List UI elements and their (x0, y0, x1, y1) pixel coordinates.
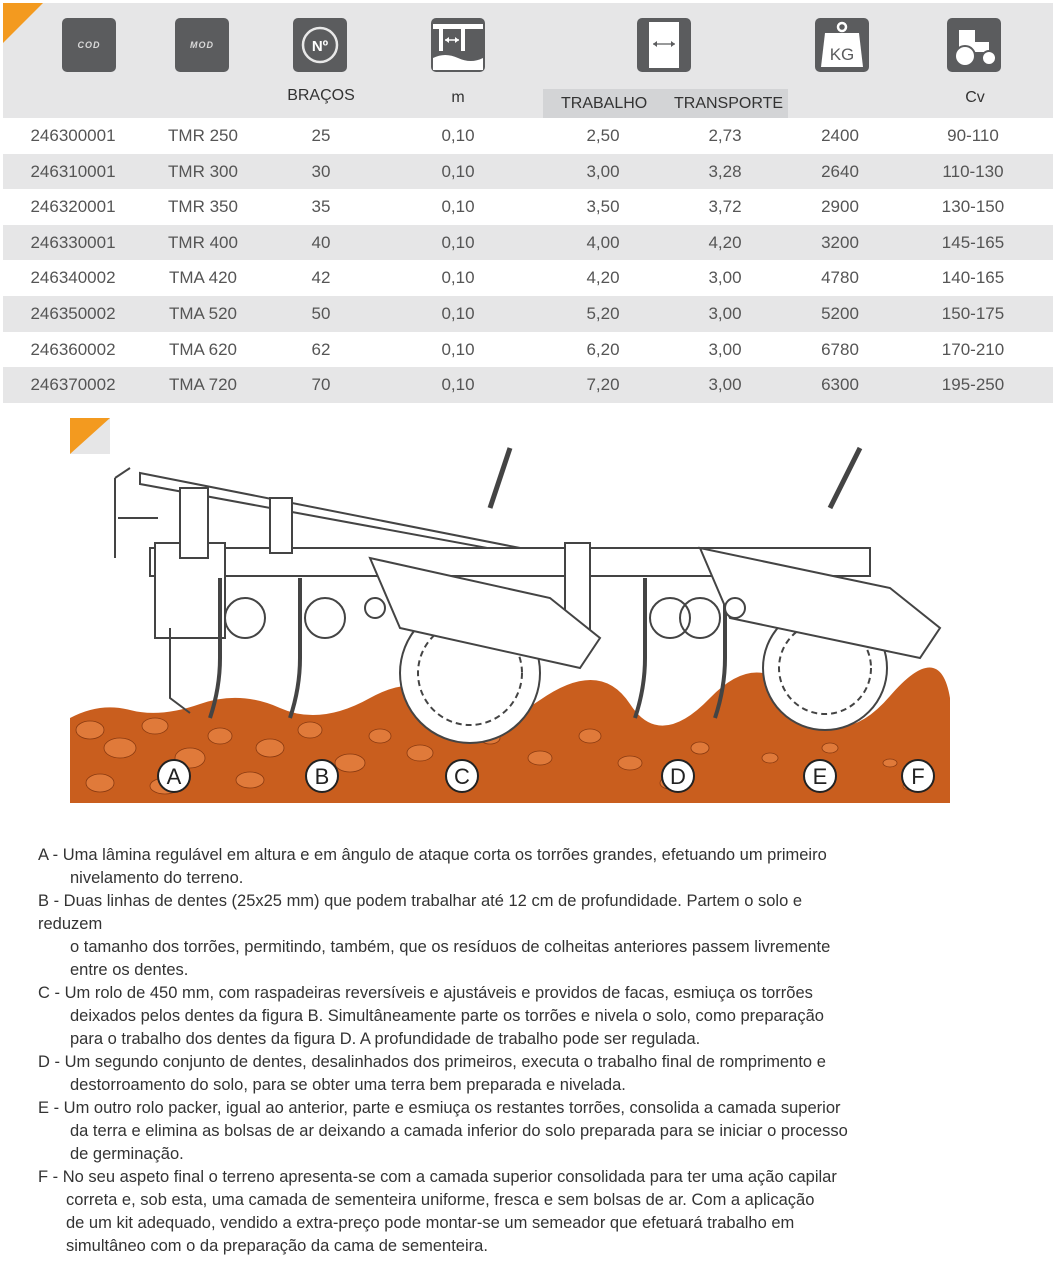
note-e-line-3: de germinação. (70, 1145, 184, 1163)
note-c-line-1: C - Um rolo de 450 mm, com raspadeiras reversíveis e ajustáveis e providos de facas, esmiuça os torrões (38, 984, 813, 1002)
cell-cv: 195-250 (941, 375, 1005, 395)
cell-trabalho: 3,00 (586, 161, 620, 181)
note-b-line-2: reduzem (38, 915, 103, 933)
note-d-line-2: destorroamento do solo, para se obter uma terra bem preparada e nivelada. (70, 1076, 626, 1094)
cell-transporte: 3,00 (708, 268, 742, 288)
cell-bracos: 62 (311, 339, 331, 359)
note-f-line-1: F - No seu aspeto final o terreno apresenta-se com a camada superior consolidada para ter uma ação capilar (38, 1168, 837, 1186)
cell-cod: 246330001 (30, 232, 116, 252)
cell-bracos: 42 (311, 268, 331, 288)
cell-kg: 2400 (821, 126, 859, 145)
cell-kg: 6780 (821, 339, 859, 359)
col-label-trabalho: TRABALHO (561, 95, 648, 112)
cell-kg: 5200 (821, 303, 859, 323)
cell-cod: 246350002 (30, 303, 116, 323)
cell-cv: 170-210 (941, 339, 1005, 359)
cell-transporte: 3,72 (708, 197, 742, 217)
col-label-m: m (451, 89, 465, 106)
illustration-corner-accent (70, 418, 110, 454)
width-subheader-band (543, 89, 788, 118)
cell-cv: 140-165 (941, 268, 1005, 288)
cell-cod: 246370002 (30, 375, 116, 395)
door-width-icon (637, 18, 691, 72)
marker-f: F (911, 764, 925, 789)
cod-badge-icon: COD (62, 18, 116, 72)
note-e-line-2: da terra e elimina as bolsas de ar deixando a camada inferior do solo preparada para se iniciar o processo (70, 1122, 848, 1140)
note-d-line-1: D - Um segundo conjunto de dentes, desalinhados dos primeiros, executa o trabalho final de romprimento e (38, 1053, 826, 1071)
note-b-line-1: B - Duas linhas de dentes (25x25 mm) que podem trabalhar até 12 cm de profundidade. Partem o solo e (38, 892, 803, 910)
cell-bracos: 70 (311, 375, 331, 395)
table-row (3, 154, 1053, 190)
cell-bracos: 25 (311, 126, 331, 145)
weight-kg-icon (815, 18, 869, 72)
cell-cv: 150-175 (941, 303, 1005, 323)
cell-cv: 90-110 (947, 126, 999, 145)
cell-kg: 6300 (821, 375, 859, 395)
cell-mod: TMA 420 (168, 268, 238, 288)
cell-trabalho: 4,20 (586, 268, 620, 288)
col-label-cv: Cv (965, 89, 985, 106)
kg-weight-icon (815, 18, 869, 72)
table-row (3, 332, 1053, 368)
width-gap-icon (431, 18, 485, 72)
corner-accent (3, 3, 43, 43)
col-label-bracos: BRAÇOS (287, 87, 355, 104)
cell-cv: 130-150 (941, 197, 1005, 217)
cell-cod: 246310001 (30, 161, 116, 181)
table-row (3, 367, 1053, 403)
cell-mod: TMR 400 (168, 232, 238, 252)
cell-cod: 246340002 (30, 268, 116, 288)
note-a-line-2: nivelamento do terreno. (70, 869, 244, 887)
svg-text:Nº: Nº (311, 38, 329, 55)
number-circle-icon (300, 25, 340, 65)
cell-kg: 2900 (821, 197, 859, 217)
marker-b: B (314, 764, 330, 789)
cell-mod: TMA 620 (168, 339, 238, 359)
cell-trabalho: 2,50 (586, 126, 620, 145)
tractor-icon (947, 18, 1001, 72)
cell-bracos: 50 (311, 303, 331, 323)
note-b-line-4: entre os dentes. (70, 961, 189, 979)
cell-kg: 4780 (821, 268, 859, 288)
spec-table (3, 3, 1053, 403)
cell-m: 0,10 (441, 161, 475, 181)
table-row (3, 189, 1053, 225)
cell-transporte: 3,00 (708, 339, 742, 359)
cell-trabalho: 5,20 (586, 303, 620, 323)
cell-trabalho: 7,20 (586, 375, 620, 395)
cell-m: 0,10 (441, 197, 475, 217)
cell-bracos: 35 (311, 197, 331, 217)
tractor-shape-icon (947, 18, 1001, 72)
notes-list (38, 844, 968, 1258)
cell-cod: 246360002 (30, 339, 116, 359)
note-c-line-3: para o trabalho dos dentes da figura D. A profundidade de trabalho pode ser regulada. (70, 1030, 701, 1048)
note-f-line-3: de um kit adequado, vendido a extra-preço pode montar-se um semeador que efetuará trabalho em (66, 1214, 795, 1232)
cell-bracos: 40 (311, 232, 331, 252)
cell-cod: 246300001 (30, 126, 116, 145)
gap-arrows-icon (431, 18, 485, 72)
cell-transporte: 3,28 (708, 161, 742, 181)
cell-transporte: 3,00 (708, 303, 742, 323)
cell-mod: TMR 300 (168, 161, 238, 181)
cell-kg: 2640 (821, 161, 859, 181)
note-e-line-1: E - Um outro rolo packer, igual ao anterior, parte e esmiuça os restantes torrões, consolida a camada superior (38, 1099, 841, 1117)
table-row (3, 260, 1053, 296)
cell-m: 0,10 (441, 375, 475, 395)
table-row (3, 296, 1053, 332)
cell-m: 0,10 (441, 339, 475, 359)
marker-d: D (670, 764, 686, 789)
cell-bracos: 30 (311, 161, 331, 181)
mod-badge-icon: MOD (175, 18, 229, 72)
table-row (3, 118, 1053, 154)
cell-mod: TMA 720 (168, 375, 238, 395)
cell-transporte: 4,20 (708, 232, 742, 252)
cell-kg: 3200 (821, 232, 859, 252)
cell-m: 0,10 (441, 303, 475, 323)
marker-c: C (454, 764, 470, 789)
note-f-line-2: correta e, sob esta, uma camada de sementeira uniforme, fresca e sem bolsas de ar. Com a aplicação (66, 1191, 815, 1209)
cell-mod: TMA 520 (168, 303, 238, 323)
note-f-line-4: simultâneo com o da preparação da cama de sementeira. (66, 1237, 488, 1255)
table-row (3, 225, 1053, 261)
cell-cv: 145-165 (941, 232, 1005, 252)
cell-m: 0,10 (441, 126, 475, 145)
col-label-transporte: TRANSPORTE (674, 95, 784, 112)
table-header (3, 3, 1053, 118)
number-icon (293, 18, 347, 72)
cell-transporte: 2,73 (708, 126, 742, 145)
cell-trabalho: 3,50 (586, 197, 620, 217)
marker-e: E (812, 764, 828, 789)
cell-trabalho: 6,20 (586, 339, 620, 359)
front-tines (210, 578, 345, 718)
cell-cv: 110-130 (942, 161, 1004, 181)
marker-a: A (166, 764, 182, 789)
note-a-line-1: A - Uma lâmina regulável em altura e em ângulo de ataque corta os torrões grandes, efetuando um primeiro (38, 846, 827, 864)
cell-trabalho: 4,00 (586, 232, 620, 252)
cell-cod: 246320001 (30, 197, 116, 217)
machine-illustration (70, 418, 950, 803)
note-c-line-2: deixados pelos dentes da figura B. Simultâneamente parte os torrões e nivela o solo, como preparação (70, 1007, 824, 1025)
cell-m: 0,10 (441, 268, 475, 288)
cell-m: 0,10 (441, 232, 475, 252)
note-b-line-3: o tamanho dos torrões, permitindo, também, que os resíduos de colheitas anteriores passem livremente (70, 938, 831, 956)
cell-mod: TMR 250 (168, 126, 238, 145)
working-width-icon (637, 18, 691, 72)
svg-text:KG: KG (829, 45, 855, 64)
cell-mod: TMR 350 (168, 197, 238, 217)
cell-transporte: 3,00 (708, 375, 742, 395)
